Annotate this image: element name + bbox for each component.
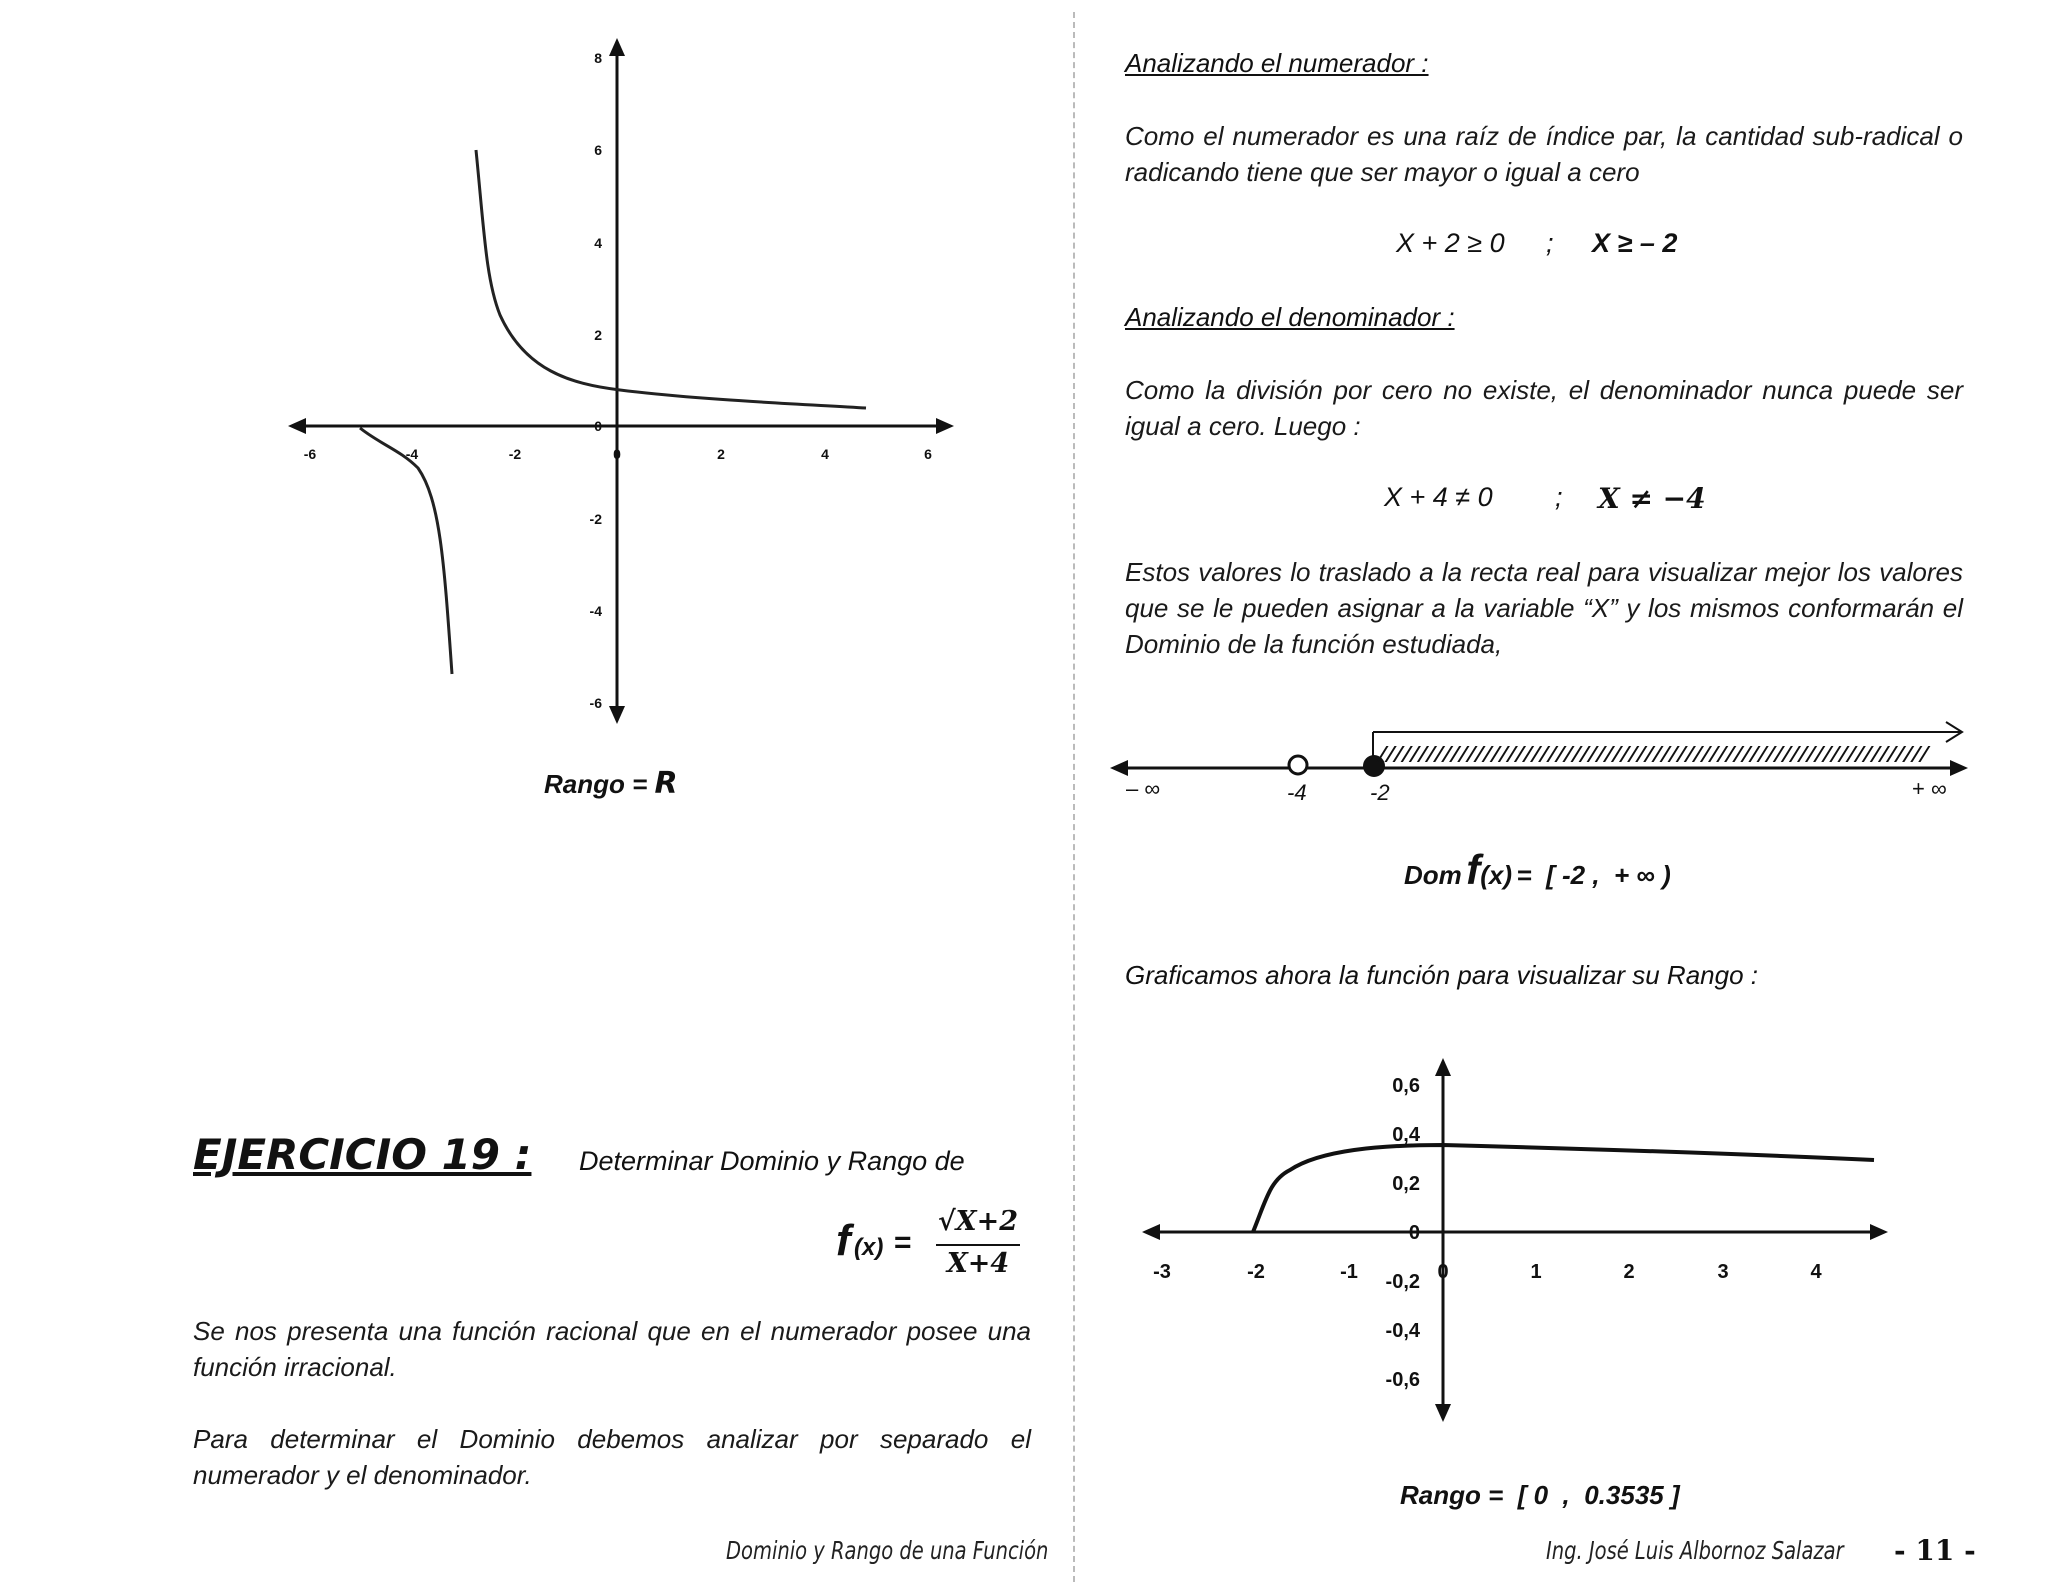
footer-title: Dominio y Rango de una Función — [726, 1536, 1049, 1565]
paragraph-graficamos: Graficamos ahora la función para visualizar su Rango : — [1125, 960, 1758, 990]
x-tick: -1 — [1340, 1261, 1358, 1283]
paragraph-intro: Se nos presenta una función racional que en el numerador posee una función irracional. — [193, 1316, 1031, 1382]
x-tick: 2 — [717, 446, 725, 462]
y-tick: 0 — [1408, 1222, 1420, 1244]
number-line — [1100, 710, 1980, 820]
rango-label: Rango — [1400, 1480, 1481, 1510]
rango-result-1 — [544, 766, 678, 801]
function-formula — [836, 1206, 1026, 1286]
equation-numerador-result: X ≥ – 2 — [1592, 228, 1678, 258]
heading-denominador: Analizando el denominador : — [1125, 302, 1455, 332]
heading-numerador: Analizando el numerador : — [1125, 48, 1429, 78]
equation-separator: ; — [1546, 228, 1554, 258]
x-tick: -2 — [508, 446, 522, 462]
y-tick: -4 — [589, 603, 602, 619]
x-tick: -6 — [303, 446, 317, 462]
fraction-bar — [936, 1244, 1020, 1246]
x-tick: 3 — [1717, 1261, 1729, 1283]
curve-right-branch — [476, 150, 866, 408]
x-tick: 0 — [1437, 1261, 1449, 1283]
dom-x: (x) — [1480, 860, 1513, 890]
curve-left-branch — [360, 428, 452, 674]
x-tick: 6 — [924, 446, 932, 462]
ejercicio-title: EJERCICIO 19 : — [193, 1130, 532, 1179]
curve-range — [1253, 1145, 1874, 1232]
dom-label: Dom — [1404, 860, 1462, 890]
page-divider — [1073, 12, 1075, 1582]
x-tick: -2 — [1247, 1261, 1265, 1283]
dom-f: f — [1466, 846, 1481, 893]
rango-value: R — [654, 766, 678, 801]
y-tick: 4 — [594, 235, 602, 251]
y-tick: 2 — [594, 327, 602, 343]
open-point-minus4 — [1289, 756, 1307, 774]
domain-result — [1404, 846, 1671, 896]
paragraph-recta-real: Estos valores lo traslado a la recta real para visualizar mejor los valores que se le pueden asignar a la variable “X” y los mismos conformarán el Dominio de la función estudiada, — [1125, 557, 1963, 659]
graph-range — [1130, 1050, 1900, 1430]
x-tick: 0 — [613, 446, 621, 462]
graph-hyperbola — [280, 30, 970, 730]
y-tick: -6 — [589, 695, 602, 711]
equation-denominador-left: X + 4 ≠ 0 — [1384, 482, 1493, 512]
equation-denominador-result: X ≠ −4 — [1598, 482, 1706, 515]
dom-value: = [ -2 , + ∞ ) — [1516, 860, 1671, 890]
paragraph-denominador: Como la división por cero no existe, el denominador nunca puede ser igual a cero. Luego : — [1125, 375, 1963, 441]
page-number: - 11 - — [1894, 1534, 1976, 1567]
y-tick: 0,2 — [1392, 1173, 1420, 1195]
rango-value: = [ 0 , 0.3535 ] — [1488, 1480, 1680, 1510]
y-tick: 0 — [594, 418, 602, 434]
label-minus4: -4 — [1287, 780, 1307, 805]
y-tick: 0,4 — [1392, 1124, 1420, 1146]
paragraph-numerador: Como el numerador es una raíz de índice par, la cantidad sub-radical o radicando tiene que ser mayor o igual a cero — [1125, 121, 1963, 187]
equation-numerador-left: X + 2 ≥ 0 — [1396, 228, 1505, 258]
y-tick: 0,6 — [1392, 1075, 1420, 1097]
rango-result-2 — [1400, 1480, 1680, 1511]
x-tick: 4 — [821, 446, 829, 462]
y-tick: -0,4 — [1385, 1320, 1420, 1342]
y-tick: -0,2 — [1385, 1271, 1420, 1293]
x-tick: 1 — [1530, 1261, 1542, 1283]
y-tick: 8 — [594, 50, 602, 66]
rango-equals: = — [632, 769, 648, 799]
formula-f: f — [836, 1216, 851, 1265]
label-neg-infinity: – ∞ — [1126, 776, 1161, 801]
formula-x: (x) — [854, 1234, 884, 1261]
formula-numerator: √X+2 — [937, 1206, 1019, 1237]
x-tick: 2 — [1623, 1261, 1635, 1283]
x-tick: 4 — [1810, 1261, 1822, 1283]
paragraph-dominio: Para determinar el Dominio debemos analizar por separado el numerador y el denominador. — [193, 1424, 1031, 1490]
label-minus2: -2 — [1370, 780, 1390, 805]
domain-hatching: //////////////////////////////////////////////////////////////////// — [1375, 742, 1931, 767]
x-tick: -4 — [405, 446, 419, 462]
x-tick: -3 — [1153, 1261, 1171, 1283]
footer-author: Ing. José Luis Albornoz Salazar — [1546, 1536, 1844, 1565]
label-pos-infinity: + ∞ — [1912, 776, 1947, 801]
y-tick: 6 — [594, 142, 602, 158]
y-tick: -0,6 — [1385, 1369, 1420, 1391]
formula-denominator: X+4 — [946, 1248, 1010, 1279]
equation-separator: ; — [1555, 482, 1563, 512]
y-tick: -2 — [589, 511, 602, 527]
ejercicio-description: Determinar Dominio y Rango de — [579, 1146, 965, 1176]
formula-equals: = — [894, 1226, 912, 1259]
rango-label: Rango — [544, 769, 625, 799]
